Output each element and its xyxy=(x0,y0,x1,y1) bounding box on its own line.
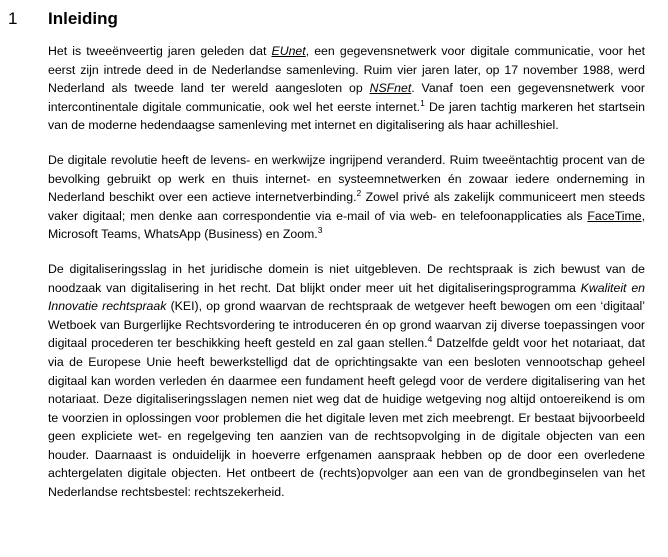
footnote-marker[interactable]: 2 xyxy=(356,188,362,199)
body-text xyxy=(48,42,645,502)
paragraph-3 xyxy=(48,260,645,502)
text-run: , Microsoft Teams, WhatsApp (Business) en Zoom. xyxy=(48,208,645,242)
emphasis-text: Kwaliteit en Innovatie rechtspraak xyxy=(48,280,645,314)
text-run: . Vanaf toen een gegevensnetwerk voor intercontinentale digitale communicatie, ook wel het eerste internet. xyxy=(48,81,645,114)
text-run: , een gegevensnetwerk voor digitale communicatie, voor het eerst zijn intrede deed in de Nederlandse samenleving. Ruim vier jaren later, op 17 november 1988, werd Nederland als tweede land ter wereld aangesloten op xyxy=(48,44,646,96)
footnote-marker[interactable]: 1 xyxy=(420,97,425,108)
text-run: De digitale revolutie heeft de levens- en werkwijze ingrijpend veranderd. Ruim tweeëntachtig procent van de bevolking gebruikt op werk en thuis internet- en systeemnetwerken én zowaar iedere onderneming in Nederland beschikt over een actieve internetverbinding. xyxy=(48,152,645,205)
inline-link[interactable]: NSFnet xyxy=(369,81,412,96)
paragraph-2 xyxy=(48,151,645,244)
text-run: Zowel privé als zakelijk communiceert men steeds vaker digitaal; men denke aan correspondentie via e-mail of via web- en telefoonapplicaties als xyxy=(48,190,645,223)
section-title: Inleiding xyxy=(48,9,118,28)
section-heading xyxy=(8,8,646,30)
footnote-marker[interactable]: 4 xyxy=(427,334,433,345)
section-number: 1 xyxy=(8,9,18,28)
footnote-marker[interactable]: 3 xyxy=(317,225,323,236)
text-run: Datzelfde geldt voor het notariaat, dat via de Europese Unie heeft bewerkstelligd dat de oprichtingsakte van een besloten vennootschap geheel digitaal kan worden verleden én daarmee een fundament heeft gelegd voor de verdere digitalisering van het notariaat. Deze digitaliseringsslagen nemen niet weg dat de huidige wetgeving nog altijd ontoereikend is om te voorzien in oplossingen voor problemen die het digitale leven met zich meebrengt. Er bestaat bijvoorbeeld geen expliciete wet- en regelgeving ten aanzien van de rechtsopvolging in de digitale objecten van een houder. Daarnaast is onduidelijk in hoeverre erfgenamen aanspraak hebben op de door een overledene achtergelaten digitale objecten. Het ontbeert de (rechts)opvolger aan een van de grondbeginselen van het Nederlandse rechtsbestel: rechtszekerheid. xyxy=(48,336,645,500)
inline-link[interactable]: EUnet xyxy=(271,44,306,58)
text-run: De digitaliseringsslag in het juridische domein is niet uitgebleven. De rechtspraak is zich bewust van de noodzaak van digitalisering in het recht. Dat blijkt onder meer uit het digitaliseringsprogramma xyxy=(48,261,645,295)
text-run: Het is tweeënveertig jaren geleden dat xyxy=(48,44,272,58)
text-run: De jaren tachtig markeren het startsein van de moderne hedendaagse samenleving met internet en digitalisering als haar achilleshiel. xyxy=(48,99,645,133)
inline-link[interactable]: FaceTime xyxy=(587,208,642,223)
text-run: (KEI), op grond waarvan de rechtspraak de wetgever heeft bewogen om een ‘digitaal’ Wetboek van Burgerlijke Rechtsvordering te introduceren én op grond waarvan zij diverse toepassingen voor digitaal procederen ter beschikking heeft gesteld en zal gaan stellen. xyxy=(48,299,645,351)
paragraph-1 xyxy=(48,42,645,135)
